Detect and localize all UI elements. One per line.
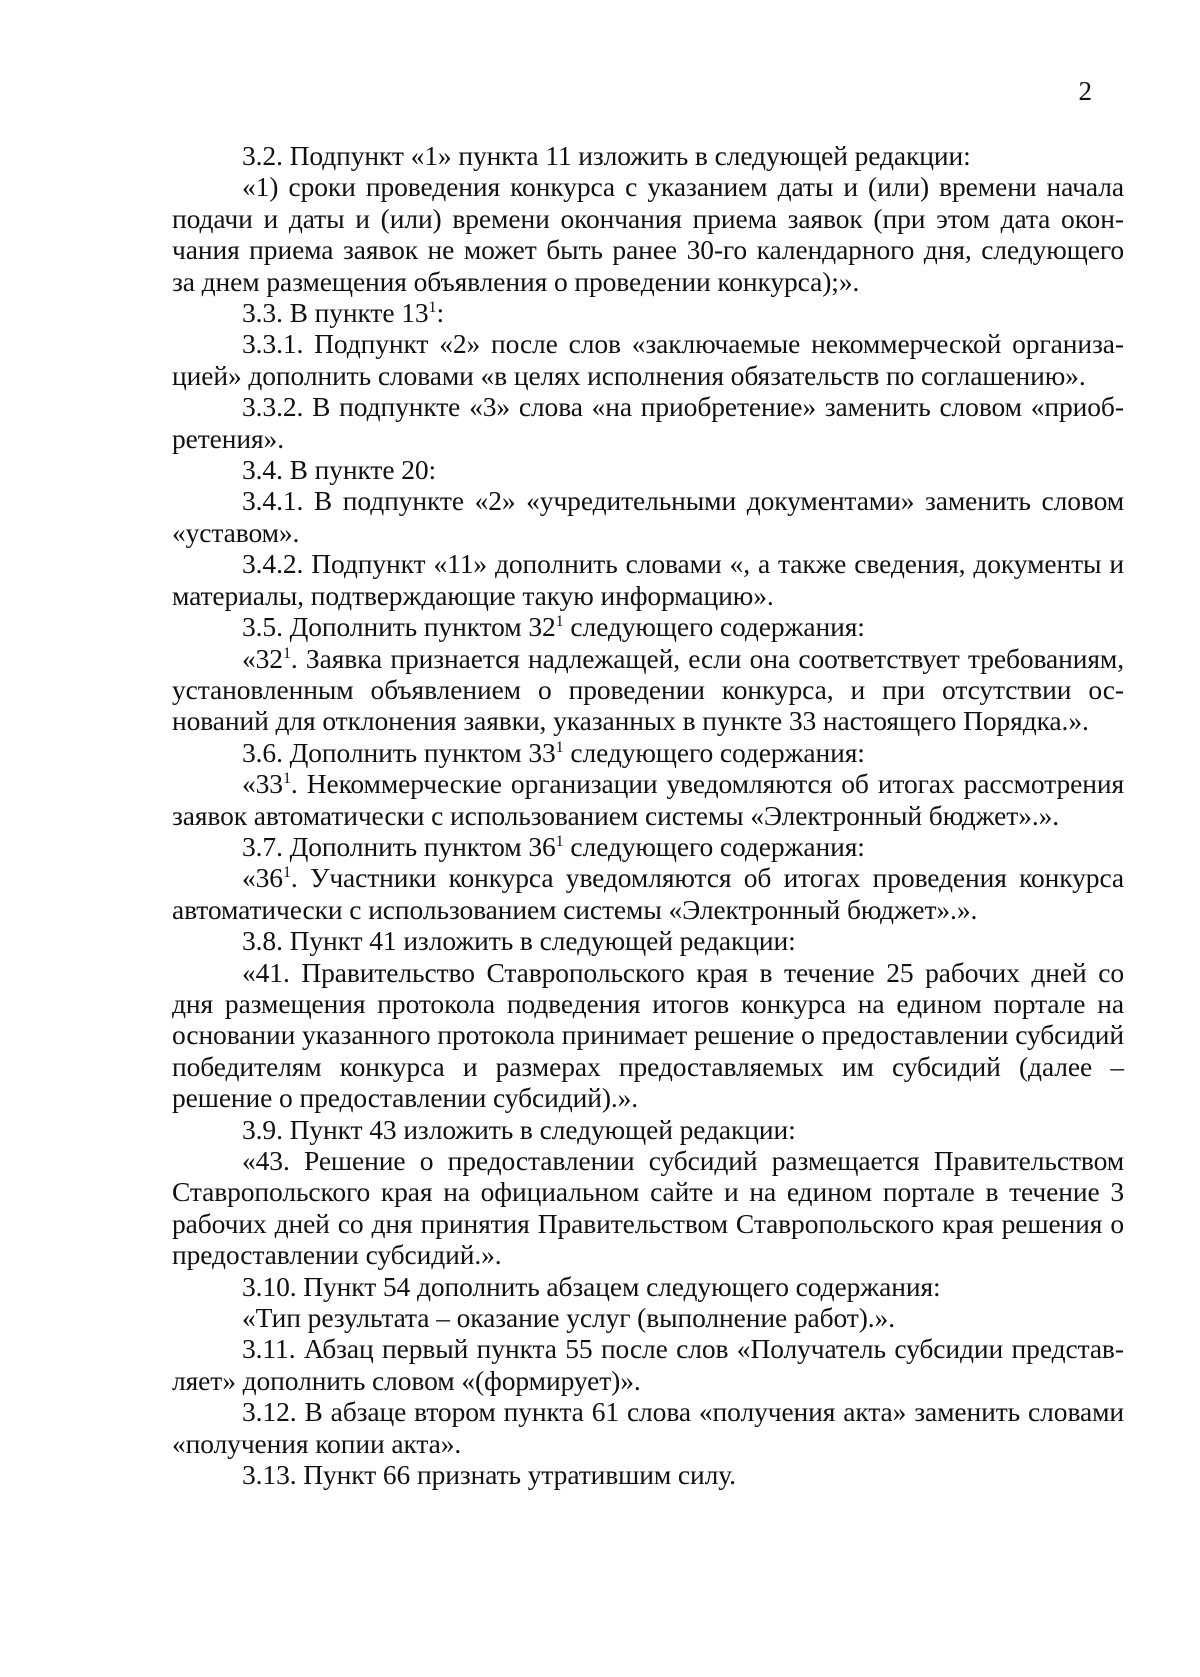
paragraph-text: «1) сроки проведения конкурса с указанием даты и (или) времени начала подачи и даты и (или) времени окончания приема заявок (при этом дата окончания приема заявок не может быть ранее 30-го календарного дня, следующего за днем размещения объявления о проведении конкурса);». bbox=[172, 171, 1124, 297]
paragraph-text: «43. Решение о предоставлении субсидий размещается Правительством Ставропольского края на официальном сайте и на едином портале в течение 3 рабочих дней со дня принятия Правительством Ставропольского края решения о предоставлении субсидий.». bbox=[172, 1145, 1124, 1271]
superscript: 1 bbox=[555, 832, 564, 850]
paragraph bbox=[172, 862, 1124, 925]
paragraph bbox=[172, 297, 1124, 328]
superscript: 1 bbox=[555, 612, 564, 630]
superscript: 1 bbox=[282, 864, 291, 882]
paragraph bbox=[172, 548, 1124, 611]
paragraph-text: . Участники конкурса уведомляются об итогах проведения конкурса автоматически с использованием системы «Электронный бюджет».». bbox=[172, 862, 1124, 925]
paragraph-text: «32 bbox=[242, 642, 283, 674]
paragraph bbox=[172, 1333, 1124, 1396]
paragraph-text: 3.9. Пункт 43 изложить в следующей редакции: bbox=[242, 1113, 796, 1145]
paragraph-text: 3.13. Пункт 66 признать утратившим силу. bbox=[242, 1459, 736, 1491]
paragraph bbox=[172, 485, 1124, 548]
paragraph-text: 3.3.1. Подпункт «2» после слов «заключаемые некоммерческой организацией» дополнить словами «в целях исполнения обязательств по соглашению». bbox=[172, 328, 1124, 391]
paragraph-text: . Некоммерческие организации уведомляются об итогах рассмотрения заявок автоматически с использованием системы «Электронный бюджет».». bbox=[172, 768, 1124, 831]
paragraph-text: 3.4.1. В подпункте «2» «учредительными документами» заменить словом «уставом». bbox=[172, 485, 1124, 548]
paragraph-text: 3.5. Дополнить пунктом 32 bbox=[242, 611, 556, 643]
paragraph-text: 3.11. Абзац первый пункта 55 после слов «Получатель субсидии представляет» дополнить словом «(формирует)». bbox=[172, 1333, 1124, 1396]
paragraph bbox=[172, 1114, 1124, 1145]
paragraph-text: «41. Правительство Ставропольского края в течение 25 рабочих дней со дня размещения протокола подведения итогов конкурса на едином портале на основании указанного протокола принимает решение о предоставлении субсидий победителям конкурса и размерах предоставляемых им субсидий (далее – решение о предоставлении субсидий).». bbox=[172, 956, 1124, 1114]
superscript: 1 bbox=[282, 769, 291, 787]
paragraph-text: следующего содержания: bbox=[563, 830, 865, 862]
paragraph bbox=[172, 1271, 1124, 1302]
paragraph bbox=[172, 391, 1124, 454]
superscript: 1 bbox=[282, 644, 291, 662]
superscript: 1 bbox=[555, 738, 564, 756]
paragraph-text: 3.4.2. Подпункт «11» дополнить словами «, а также сведения, документы и материалы, подтверждающие такую информацию». bbox=[172, 548, 1124, 611]
paragraph bbox=[172, 611, 1124, 642]
paragraph bbox=[172, 140, 1124, 171]
paragraph bbox=[172, 328, 1124, 391]
document-body bbox=[172, 140, 1124, 1490]
paragraph-text: 3.7. Дополнить пунктом 36 bbox=[242, 830, 556, 862]
paragraph bbox=[172, 737, 1124, 768]
paragraph bbox=[172, 831, 1124, 862]
paragraph bbox=[172, 1145, 1124, 1271]
paragraph bbox=[172, 925, 1124, 956]
paragraph-text: 3.10. Пункт 54 дополнить абзацем следующего содержания: bbox=[242, 1270, 941, 1302]
page-number: 2 bbox=[1078, 76, 1092, 106]
paragraph bbox=[172, 957, 1124, 1114]
paragraph bbox=[172, 171, 1124, 297]
paragraph-text: «33 bbox=[242, 768, 283, 800]
paragraph-text: . Заявка признается надлежащей, если она соответствует требованиям, установленным объявлением о проведении конкурса, и при отсутствии оснований для отклонения заявки, указанных в пункте 33 настоящего Порядка.». bbox=[172, 642, 1124, 737]
paragraph bbox=[172, 643, 1124, 737]
paragraph-text: «Тип результата – оказание услуг (выполнение работ).». bbox=[242, 1302, 895, 1334]
paragraph-text: следующего содержания: bbox=[563, 611, 865, 643]
paragraph-text: 3.8. Пункт 41 изложить в следующей редакции: bbox=[242, 925, 796, 957]
paragraph bbox=[172, 454, 1124, 485]
paragraph-text: 3.4. В пункте 20: bbox=[242, 454, 437, 486]
paragraph-text: 3.12. В абзаце втором пункта 61 слова «получения акта» заменить словами «получения копии акта». bbox=[172, 1396, 1124, 1459]
paragraph bbox=[172, 1459, 1124, 1490]
superscript: 1 bbox=[428, 298, 437, 316]
paragraph-text: следующего содержания: bbox=[563, 736, 865, 768]
paragraph-text: 3.3. В пункте 13 bbox=[242, 297, 429, 329]
paragraph-text: 3.6. Дополнить пунктом 33 bbox=[242, 736, 556, 768]
paragraph bbox=[172, 1396, 1124, 1459]
paragraph-text: 3.2. Подпункт «1» пункта 11 изложить в следующей редакции: bbox=[242, 140, 971, 171]
paragraph-text: : bbox=[436, 297, 444, 329]
paragraph bbox=[172, 1302, 1124, 1333]
paragraph-text: «36 bbox=[242, 862, 283, 894]
paragraph bbox=[172, 768, 1124, 831]
paragraph-text: 3.3.2. В подпункте «3» слова «на приобретение» заменить словом «приобретения». bbox=[172, 391, 1124, 454]
